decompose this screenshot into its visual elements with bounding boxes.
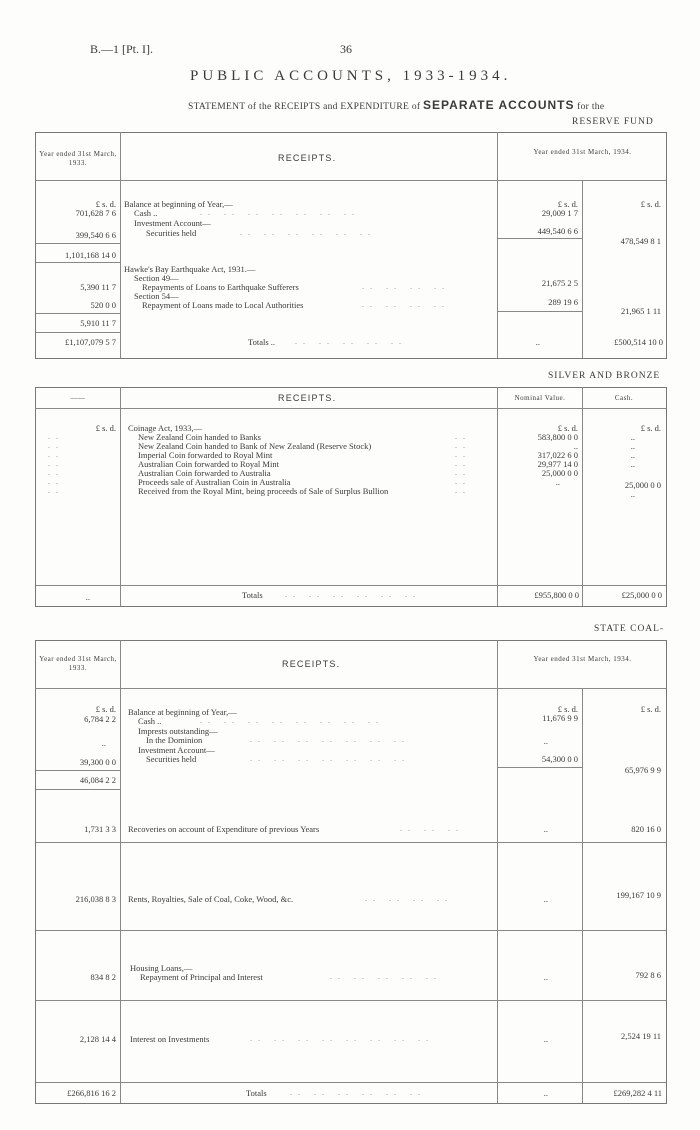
line-housing: Housing Loans,— <box>130 963 193 973</box>
line-dominion: In the Dominion <box>146 735 203 745</box>
coal-col-year1933: Year ended 31st March, 1933. <box>39 655 117 672</box>
lsd-header: £ s. d. <box>95 199 116 209</box>
value-cell: 39,300 0 0 <box>79 757 116 767</box>
dots-cell: .. <box>535 337 540 347</box>
lsd-header: £ s. d. <box>557 199 578 209</box>
nominal-cell: 29,977 14 0 <box>537 459 578 469</box>
line-section49: Section 49— <box>134 273 179 283</box>
line-imprests: Imprests outstanding— <box>138 726 218 736</box>
value-cell: 2,524 19 11 <box>620 1031 661 1041</box>
line-cash: Cash .. <box>134 208 158 218</box>
subtitle <box>188 98 604 112</box>
value-cell: 2,128 14 4 <box>79 1034 116 1044</box>
line-section54: Section 54— <box>134 291 179 301</box>
silver-line: Coinage Act, 1933,— <box>128 423 203 433</box>
dots-cell: .. <box>543 1088 548 1098</box>
nominal-cell: .. <box>555 477 560 487</box>
nominal-cell: 583,800 0 0 <box>537 432 578 442</box>
line-balance: Balance at beginning of Year,— <box>128 707 237 717</box>
dots-cell: .. <box>85 592 90 602</box>
reserve-col-year1933: Year ended 31st March, 1933. <box>39 150 117 167</box>
total-cell: £1,107,079 5 7 <box>65 337 116 347</box>
value-cell: 520 0 0 <box>90 300 116 310</box>
coal-totals: Totals <box>246 1088 267 1098</box>
reserve-col-year1934: Year ended 31st March, 1934. <box>533 148 632 156</box>
coal-heading: STATE COAL- <box>594 624 665 634</box>
line-cash: Cash .. <box>138 716 162 726</box>
nominal-cell: 317,022 6 0 <box>537 450 578 460</box>
silver-heading: SILVER AND BRONZE <box>548 371 661 381</box>
value-cell: 216,038 8 3 <box>75 894 116 904</box>
line-balance: Balance at beginning of Year,— <box>124 199 233 209</box>
value-cell: 1,731 3 3 <box>84 824 116 834</box>
page-number: 36 <box>340 42 352 56</box>
silver-line: Proceeds sale of Australian Coin in Australia <box>138 477 291 487</box>
value-cell: 6,784 2 2 <box>84 714 116 724</box>
nominal-cell: .. <box>573 441 578 451</box>
line-securities: Securities held <box>146 228 197 238</box>
line-interest: Interest on Investments <box>130 1034 210 1044</box>
value-cell: 5,390 11 7 <box>80 282 116 292</box>
value-cell: 199,167 10 9 <box>616 890 661 900</box>
line-rents: Rents, Royalties, Sale of Coal, Coke, Wood, &c. <box>128 894 294 904</box>
page-reference: B.—1 [Pt. I]. <box>90 42 153 56</box>
lsd-header: £ s. d. <box>95 423 116 433</box>
line-totals: Totals .. <box>248 337 276 347</box>
silver-line: New Zealand Coin handed to Bank of New Zealand (Reserve Stock) <box>138 441 372 451</box>
lsd-header: £ s. d. <box>640 199 661 209</box>
total-cell: £25,000 0 0 <box>621 590 662 600</box>
value-cell: 54,300 0 0 <box>541 754 578 764</box>
line-hawkes-bay: Hawke's Bay Earthquake Act, 1931.— <box>124 264 256 274</box>
total-cell: £269,282 4 11 <box>613 1088 662 1098</box>
cash-cell: .. <box>630 489 635 499</box>
silver-line: Received from the Royal Mint, being proceeds of Sale of Surplus Bullion <box>138 486 389 496</box>
cash-cell: .. <box>630 441 635 451</box>
value-cell: 792 8 6 <box>635 970 661 980</box>
value-cell: 820 16 0 <box>631 824 661 834</box>
dots-cell: .. <box>543 736 548 746</box>
subtitle-suffix: for the <box>577 102 605 112</box>
value-cell: 701,628 7 6 <box>75 208 116 218</box>
lsd-header: £ s. d. <box>557 423 578 433</box>
silver-line: Australian Coin forwarded to Royal Mint <box>138 459 279 469</box>
cash-cell: .. <box>630 459 635 469</box>
dots-cell: .. <box>543 824 548 834</box>
line-repayments: Repayments of Loans to Earthquake Sufferers <box>142 282 299 292</box>
line-repayment: Repayment of Principal and Interest <box>140 972 263 982</box>
dots-cell: .. <box>543 1034 548 1044</box>
silver-totals: Totals <box>242 590 263 600</box>
silver-col-cash: Cash. <box>614 394 634 402</box>
value-cell: 834 8 2 <box>90 972 116 982</box>
silver-line: Imperial Coin forwarded to Royal Mint <box>138 450 273 460</box>
reserve-table <box>35 132 667 359</box>
line-investment: Investment Account— <box>138 745 215 755</box>
value-cell: 21,965 1 11 <box>620 306 661 316</box>
reserve-col-receipts: RECEIPTS. <box>278 153 337 163</box>
silver-col-receipts: RECEIPTS. <box>278 393 337 403</box>
value-cell: 399,540 6 6 <box>75 230 116 240</box>
value-cell: 65,976 9 9 <box>624 765 661 775</box>
value-cell: 1,101,168 14 0 <box>65 250 116 260</box>
cash-cell: .. <box>630 432 635 442</box>
reserve-heading: RESERVE FUND <box>572 117 654 127</box>
value-cell: 46,084 2 2 <box>79 775 116 785</box>
nominal-cell: 25,000 0 0 <box>541 468 578 478</box>
coal-col-year1934: Year ended 31st March, 1934. <box>533 655 632 663</box>
lsd-header: £ s. d. <box>640 704 661 714</box>
coal-col-receipts: RECEIPTS. <box>282 659 341 669</box>
page-title: PUBLIC ACCOUNTS, 1933-1934. <box>190 68 512 84</box>
value-cell: 21,675 2 5 <box>541 278 578 288</box>
value-cell: 449,540 6 6 <box>537 226 578 236</box>
silver-col-blank: —— <box>70 394 86 402</box>
subtitle-emph: SEPARATE ACCOUNTS <box>423 98 575 112</box>
lsd-header: £ s. d. <box>640 423 661 433</box>
line-recoveries: Recoveries on account of Expenditure of previous Years <box>128 824 320 834</box>
subtitle-prefix: STATEMENT of the RECEIPTS and EXPENDITURE of <box>188 102 421 112</box>
value-cell: 478,549 8 1 <box>620 236 661 246</box>
silver-line: Australian Coin forwarded to Australia <box>138 468 271 478</box>
line-repayment-local: Repayment of Loans made to Local Authorities <box>142 300 304 310</box>
total-cell: £500,514 10 0 <box>614 337 663 347</box>
dots-cell: .. <box>543 972 548 982</box>
value-cell: 29,009 1 7 <box>541 208 578 218</box>
silver-line: New Zealand Coin handed to Banks <box>138 432 261 442</box>
value-cell: 5,910 11 7 <box>80 318 116 328</box>
line-securities: Securities held <box>146 754 197 764</box>
dots-cell: .. <box>543 894 548 904</box>
dots-cell: .. <box>101 738 106 748</box>
total-cell: £266,816 16 2 <box>67 1088 116 1098</box>
lsd-header: £ s. d. <box>95 704 116 714</box>
lsd-header: £ s. d. <box>557 704 578 714</box>
silver-table <box>35 387 667 607</box>
value-cell: 11,676 9 9 <box>542 713 578 723</box>
cash-cell: 25,000 0 0 <box>624 480 661 490</box>
cash-cell: .. <box>630 450 635 460</box>
line-investment: Investment Account— <box>134 218 211 228</box>
silver-col-nominal: Nominal Value. <box>514 394 566 402</box>
total-cell: £955,800 0 0 <box>534 590 579 600</box>
value-cell: 289 19 6 <box>548 297 578 307</box>
